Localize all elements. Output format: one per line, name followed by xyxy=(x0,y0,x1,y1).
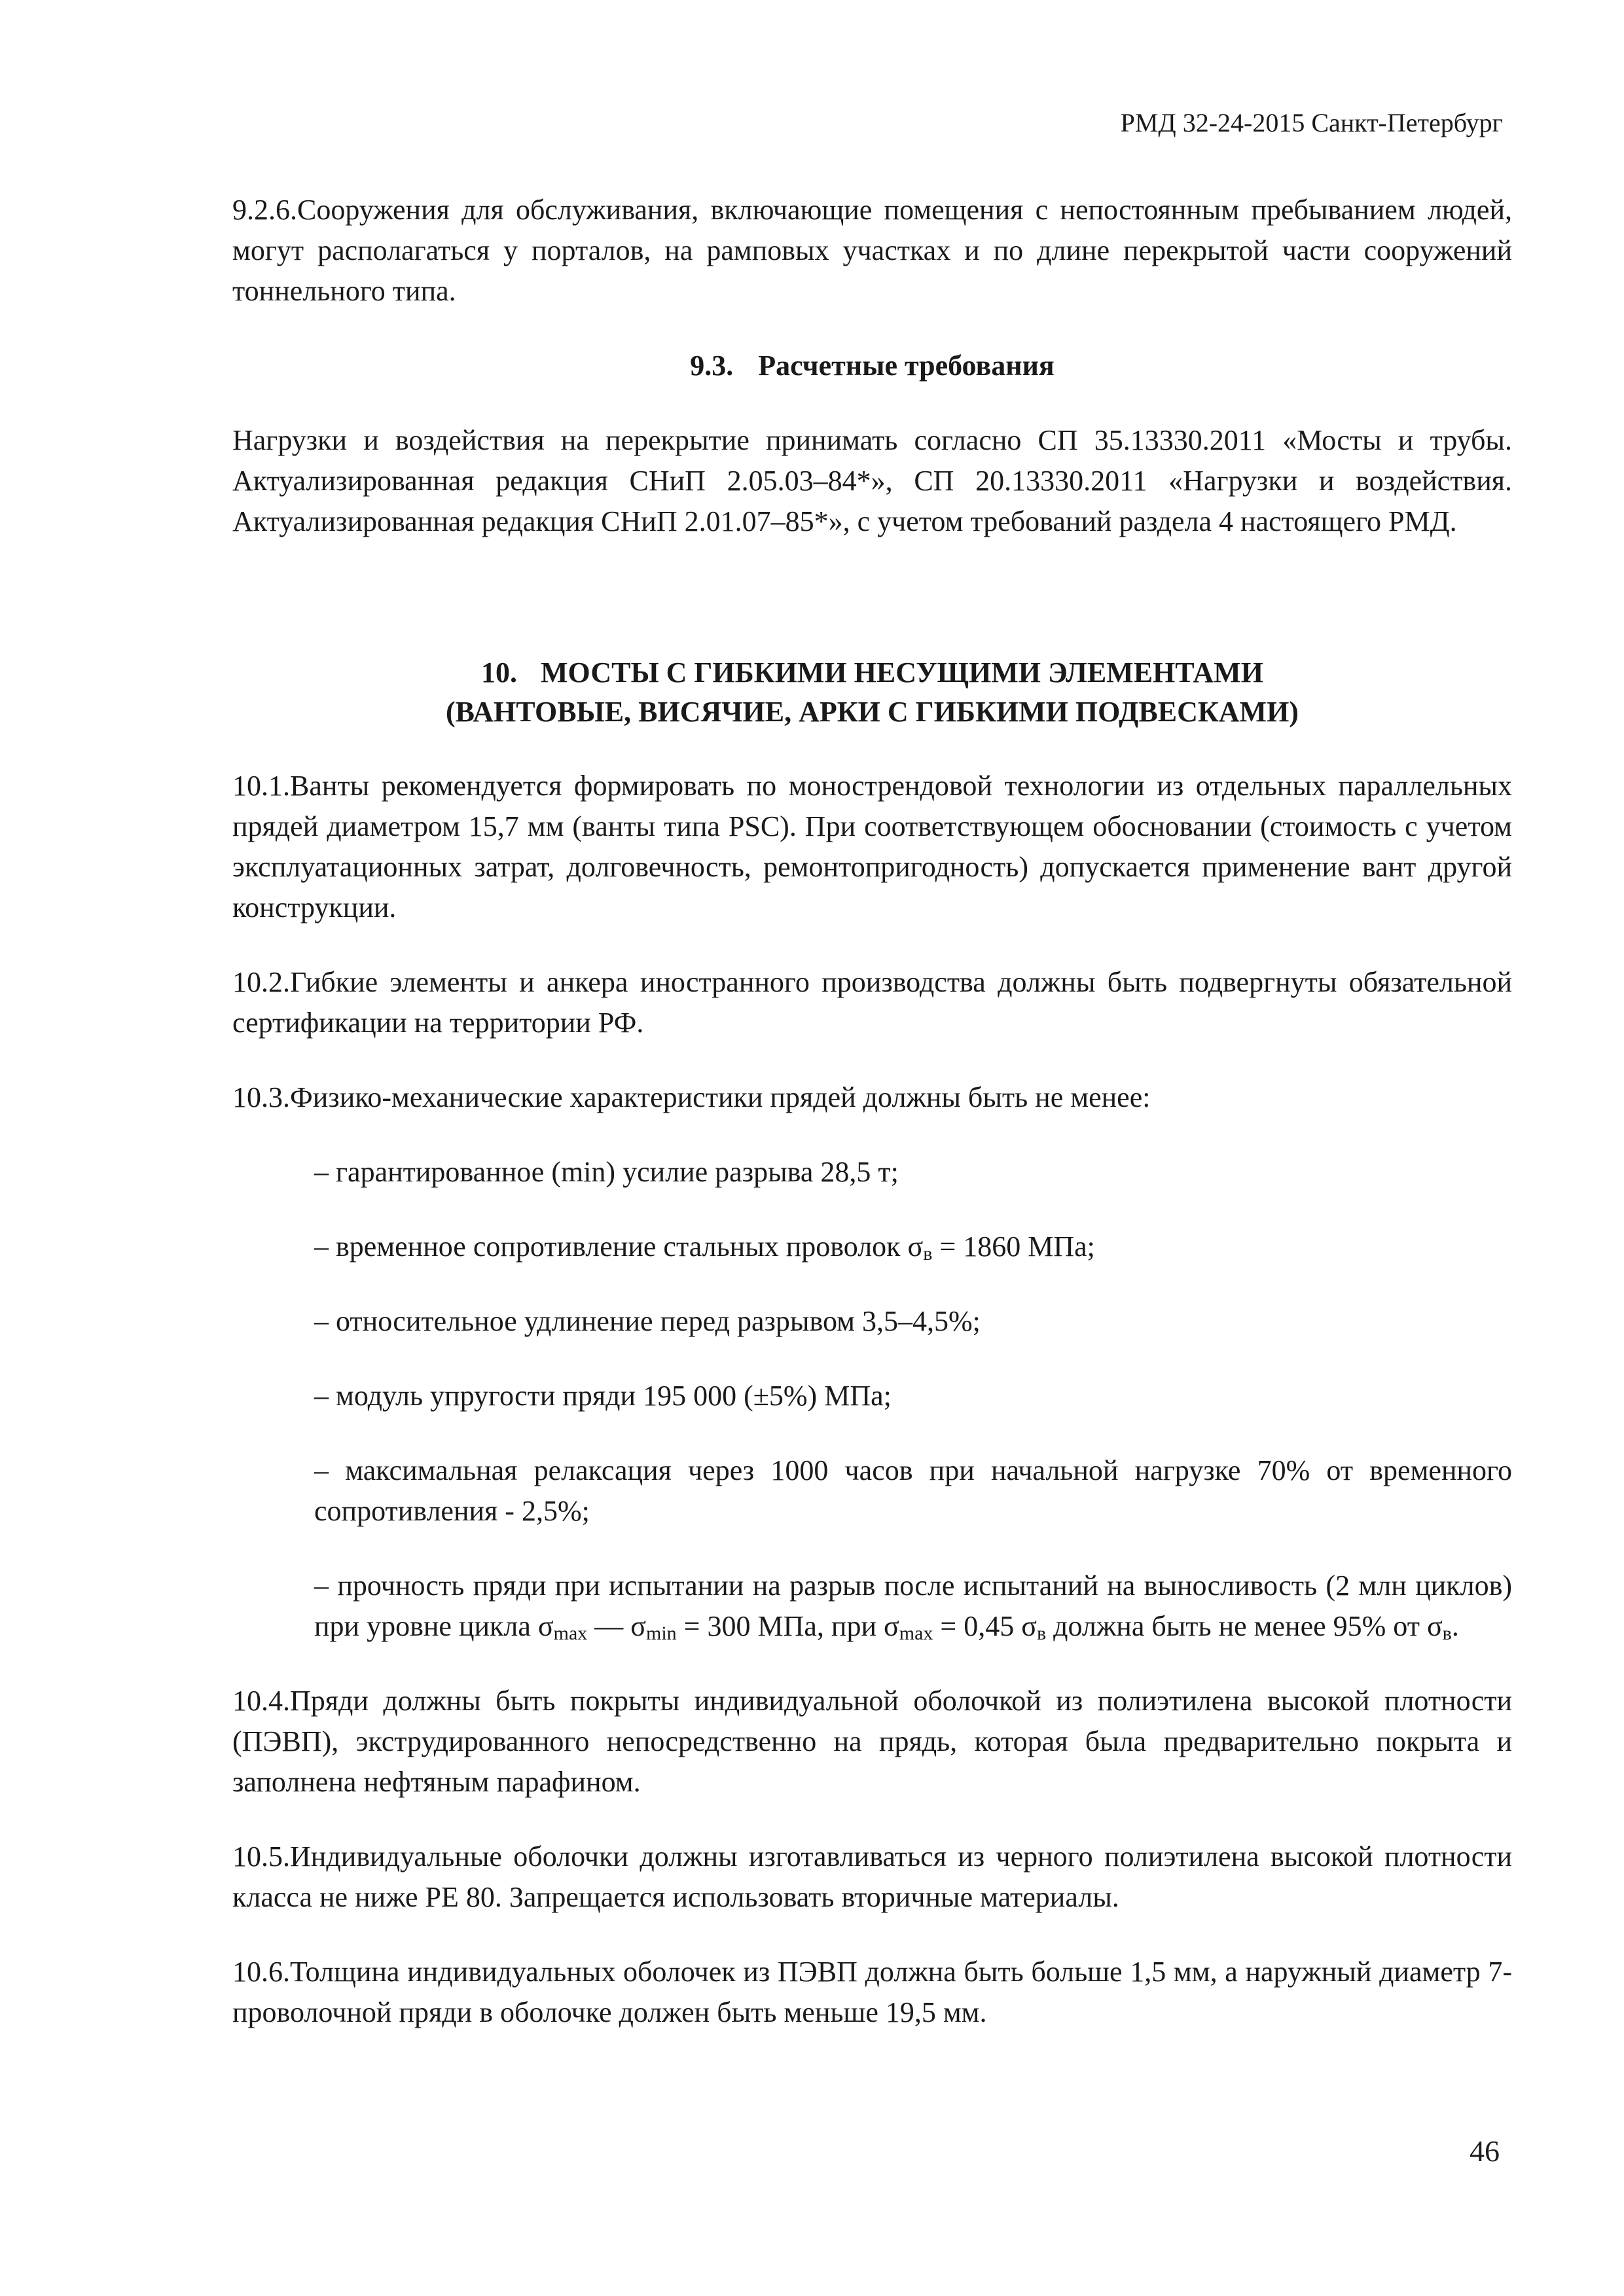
subscript: max xyxy=(899,1623,933,1644)
chapter-title-line-1 xyxy=(232,653,1512,692)
subscript: в xyxy=(923,1243,933,1265)
list-item-3: – относительное удлинение перед разрывом 3,5–4,5%; xyxy=(314,1305,981,1337)
list-item-6-text-b: — σ xyxy=(587,1610,646,1642)
subscript: в xyxy=(1036,1623,1047,1644)
list-item-6-text-a: – прочность пряди при испытании на разрыв после испытаний на выносливость (2 млн циклов) при уровне цикла σ xyxy=(314,1570,1512,1642)
chapter-heading-10 xyxy=(232,653,1512,732)
subsection-heading-9-3 xyxy=(232,346,1512,386)
subscript: min xyxy=(646,1623,677,1644)
list-item-6-text-e: должна быть не менее 95% от σ xyxy=(1046,1610,1443,1642)
list-item-6-text-d: = 0,45 σ xyxy=(933,1610,1037,1642)
clause-text: Пряди должны быть покрыты индивидуальной оболочкой из полиэтилена высокой плотности (ПЭВП), экструдированного непосредственно на прядь, которая была предварительно покрыта и заполнена нефтяным парафином. xyxy=(232,1685,1512,1798)
clause-number: 10.6. xyxy=(232,1956,290,1988)
clause-text: Толщина индивидуальных оболочек из ПЭВП должна быть больше 1,5 мм, а наружный диаметр 7-проволочной пряди в оболочке должен быть меньше 19,5 мм. xyxy=(232,1956,1512,2028)
chapter-title-line-2: (ВАНТОВЫЕ, ВИСЯЧИЕ, АРКИ С ГИБКИМИ ПОДВЕСКАМИ) xyxy=(446,696,1299,728)
paragraph-10-4 xyxy=(232,1681,1512,1803)
running-header: РМД 32-24-2015 Санкт-Петербург xyxy=(1120,108,1503,137)
list-item-6 xyxy=(314,1566,1512,1647)
list-item-2 xyxy=(314,1227,1512,1267)
clause-number: 10.2. xyxy=(232,966,290,998)
paragraph-10-5 xyxy=(232,1837,1512,1918)
subscript: в xyxy=(1442,1623,1452,1644)
clause-number: 10.4. xyxy=(232,1685,290,1717)
list-item-2-text-end: = 1860 МПа; xyxy=(932,1230,1095,1263)
page-content xyxy=(232,190,1512,2067)
list-item-6-text-f: . xyxy=(1451,1610,1459,1642)
subsection-title: Расчетные требования xyxy=(758,350,1055,382)
paragraph-10-6 xyxy=(232,1952,1512,2033)
paragraph-9-2-6 xyxy=(232,190,1512,312)
clause-number: 10.1. xyxy=(232,770,290,802)
clause-text: Гибкие элементы и анкера иностранного производства должны быть подвергнуты обязательной сертификации на территории РФ. xyxy=(232,966,1512,1039)
clause-text: Индивидуальные оболочки должны изготавливаться из черного полиэтилена высокой плотности класса не ниже PE 80. Запрещается использовать вторичные материалы. xyxy=(232,1840,1512,1913)
chapter-title-text-1: МОСТЫ С ГИБКИМИ НЕСУЩИМИ ЭЛЕМЕНТАМИ xyxy=(541,656,1263,689)
clause-number: 10.5. xyxy=(232,1840,290,1873)
subsection-number: 9.3. xyxy=(690,350,734,382)
list-item-6-text-c: = 300 МПа, при σ xyxy=(676,1610,899,1642)
clause-number: 10.3. xyxy=(232,1081,290,1113)
paragraph-10-3 xyxy=(232,1077,1512,1118)
clause-text: Ванты рекомендуется формировать по монострендовой технологии из отдельных параллельных прядей диаметром 15,7 мм (ванты типа PSC). При соответствующем обосновании (стоимость с учетом эксплуатационных затрат, долговечность, ремонтопригодность) допускается применение вант другой конструкции. xyxy=(232,770,1512,924)
subscript: max xyxy=(553,1623,588,1644)
list-item-4: – модуль упругости пряди 195 000 (±5%) МПа; xyxy=(314,1380,892,1412)
paragraph-10-2 xyxy=(232,962,1512,1043)
list-item-2-text: – временное сопротивление стальных проволок σ xyxy=(314,1230,924,1263)
paragraph-10-1 xyxy=(232,766,1512,928)
list-item-5: – максимальная релаксация через 1000 часов при начальной нагрузке 70% от временного сопротивления - 2,5%; xyxy=(314,1454,1512,1527)
page-number: 46 xyxy=(1470,2134,1500,2168)
clause-text: Физико-механические характеристики прядей должны быть не менее: xyxy=(290,1081,1151,1113)
clause-number: 9.2.6. xyxy=(232,194,297,226)
paragraph-9-3: Нагрузки и воздействия на перекрытие принимать согласно СП 35.13330.2011 «Мосты и трубы. Актуализированная редакция СНиП 2.05.03–84*», СП 20.13330.2011 «Нагрузки и воздействия. Актуализированная редакция СНиП 2.01.07–85*», с учетом требований раздела 4 настоящего РМД. xyxy=(232,424,1512,537)
clause-text: Сооружения для обслуживания, включающие помещения с непостоянным пребыванием людей, могут располагаться у порталов, на рамповых участках и по длине перекрытой части сооружений тоннельного типа. xyxy=(232,194,1512,307)
list-item-1: – гарантированное (min) усилие разрыва 28,5 т; xyxy=(314,1156,899,1188)
chapter-number: 10. xyxy=(481,656,518,689)
